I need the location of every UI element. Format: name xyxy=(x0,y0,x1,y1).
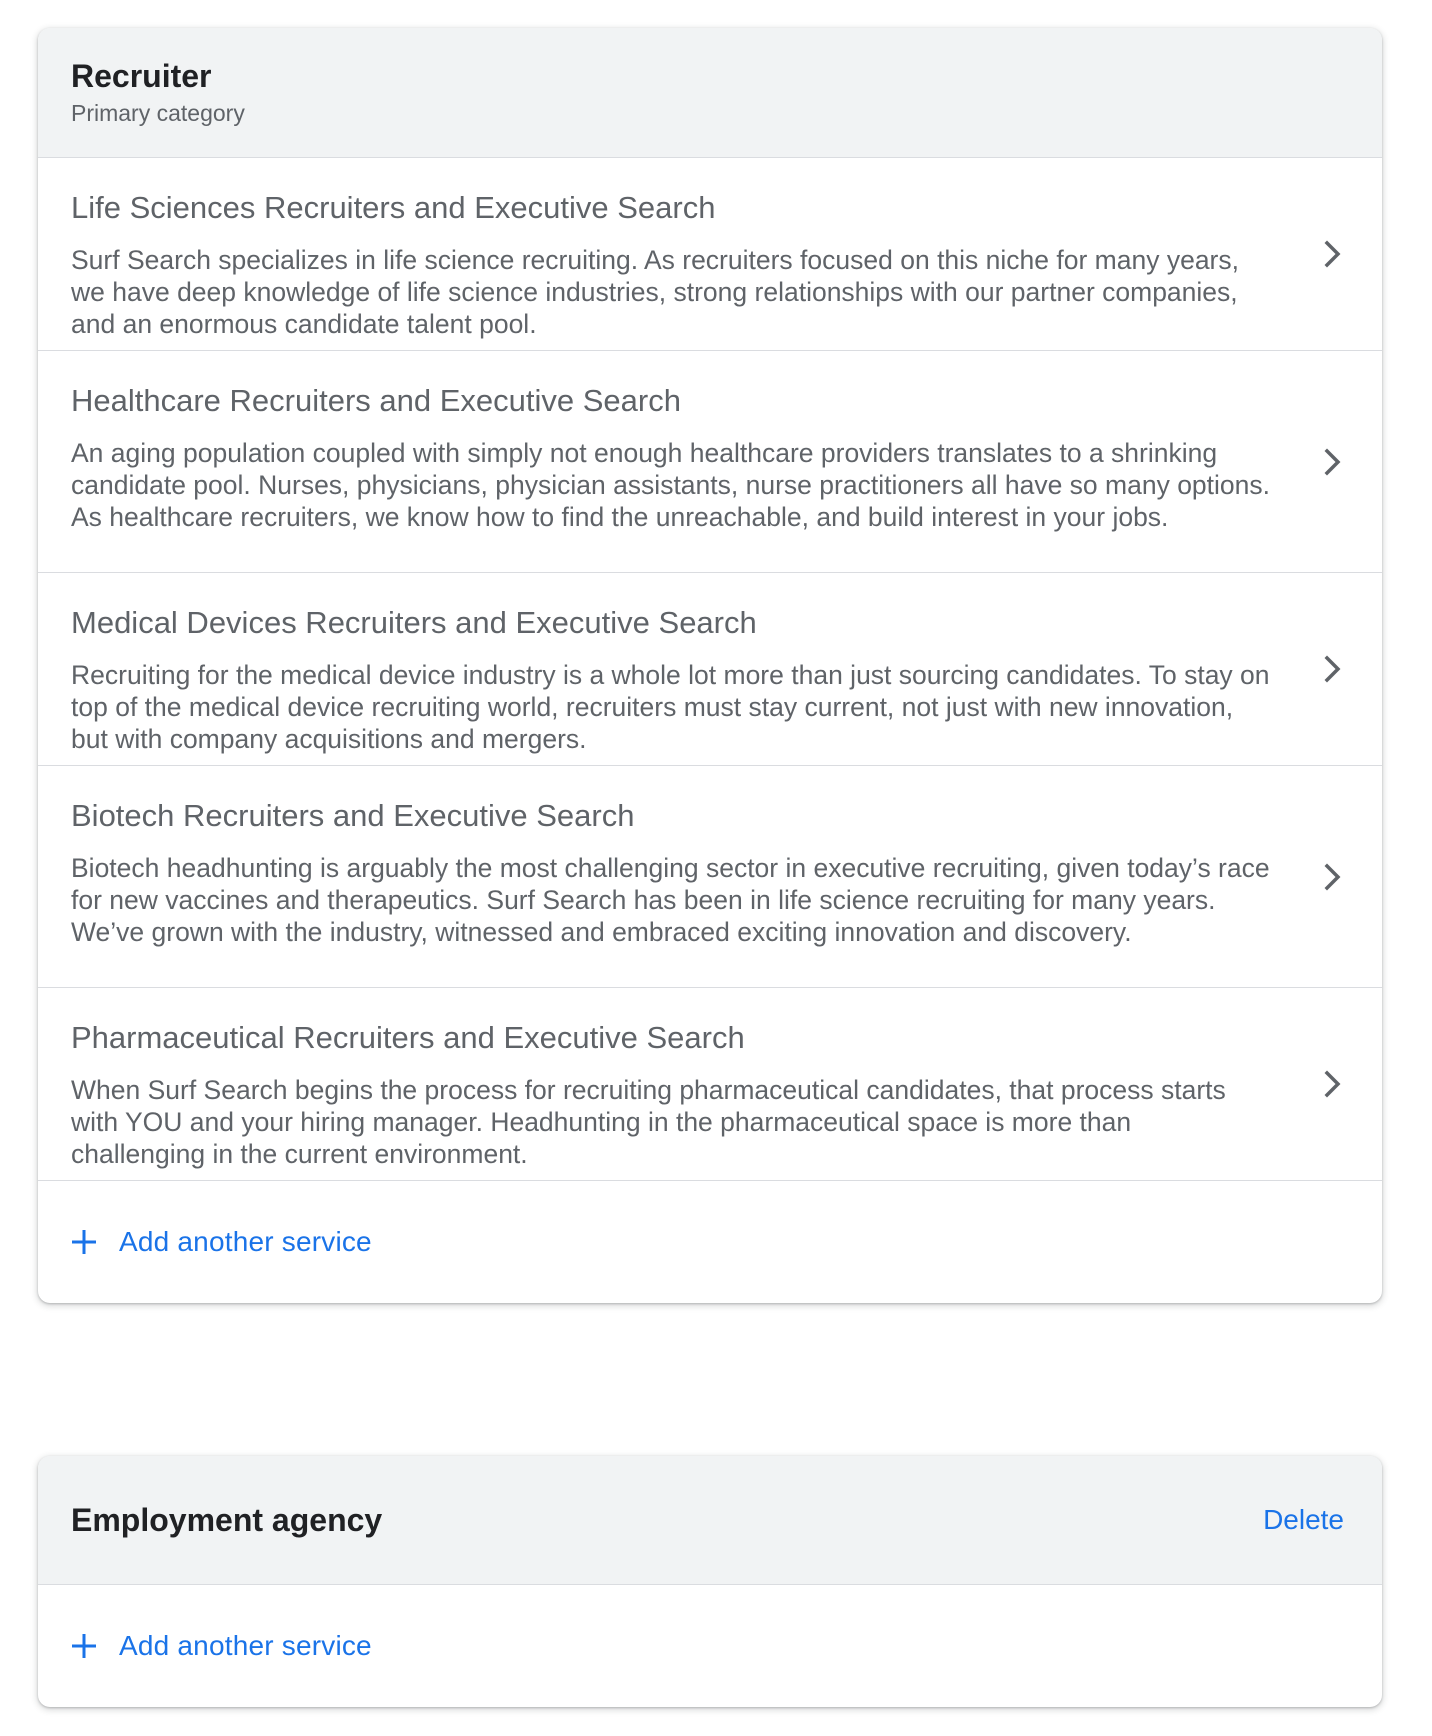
plus-icon xyxy=(71,1229,97,1255)
service-name: Pharmaceutical Recruiters and Executive Search xyxy=(71,1020,745,1055)
add-service-button[interactable] xyxy=(38,1181,1382,1303)
service-description: Recruiting for the medical device industry is a whole lot more than just sourcing candidates. To stay on top of the medical device recruiting world, recruiters must stay current, not just with new innovation, but with company acquisitions and mergers. xyxy=(71,660,1270,754)
service-name: Life Sciences Recruiters and Executive Search xyxy=(71,190,716,225)
category-subtitle: Primary category xyxy=(71,100,245,126)
chevron-right-icon xyxy=(1322,1067,1344,1101)
service-item[interactable] xyxy=(38,766,1382,988)
secondary-category-header xyxy=(38,1456,1382,1585)
chevron-right-icon xyxy=(1322,445,1344,479)
service-name: Biotech Recruiters and Executive Search xyxy=(71,798,635,833)
service-name: Medical Devices Recruiters and Executive Search xyxy=(71,605,757,640)
service-item[interactable] xyxy=(38,573,1382,766)
add-service-button[interactable] xyxy=(38,1585,1382,1707)
delete-button[interactable]: Delete xyxy=(1263,1504,1344,1535)
secondary-category-card xyxy=(38,1456,1382,1707)
service-item[interactable] xyxy=(38,351,1382,573)
service-item[interactable] xyxy=(38,158,1382,351)
primary-category-header xyxy=(38,28,1382,158)
chevron-right-icon xyxy=(1322,652,1344,686)
add-service-label: Add another service xyxy=(119,1226,372,1257)
plus-icon xyxy=(71,1633,97,1659)
add-service-label: Add another service xyxy=(119,1630,372,1661)
service-name: Healthcare Recruiters and Executive Search xyxy=(71,383,681,418)
service-description: An aging population coupled with simply not enough healthcare providers translates to a shrinking candidate pool. Nurses, physicians, physician assistants, nurse practitioners all have so many options. As healthcare recruiters, we know how to find the unreachable, and build interest in your jobs. xyxy=(71,438,1271,532)
chevron-right-icon xyxy=(1322,237,1344,271)
service-item[interactable] xyxy=(38,988,1382,1181)
primary-category-card xyxy=(38,28,1382,1303)
service-description: When Surf Search begins the process for recruiting pharmaceutical candidates, that process starts with YOU and your hiring manager. Headhunting in the pharmaceutical space is more than challenging in the current environment. xyxy=(71,1075,1226,1169)
chevron-right-icon xyxy=(1322,860,1344,894)
category-title: Recruiter xyxy=(71,58,212,94)
service-description: Biotech headhunting is arguably the most challenging sector in executive recruiting, given today’s race for new vaccines and therapeutics. Surf Search has been in life science recruiting for many years. We’ve grown with the industry, witnessed and embraced exciting innovation and discovery. xyxy=(71,853,1270,947)
category-title: Employment agency xyxy=(71,1502,383,1538)
service-description: Surf Search specializes in life science recruiting. As recruiters focused on this niche for many years, we have deep knowledge of life science industries, strong relationships with our partner companies, and an enormous candidate talent pool. xyxy=(71,245,1239,339)
